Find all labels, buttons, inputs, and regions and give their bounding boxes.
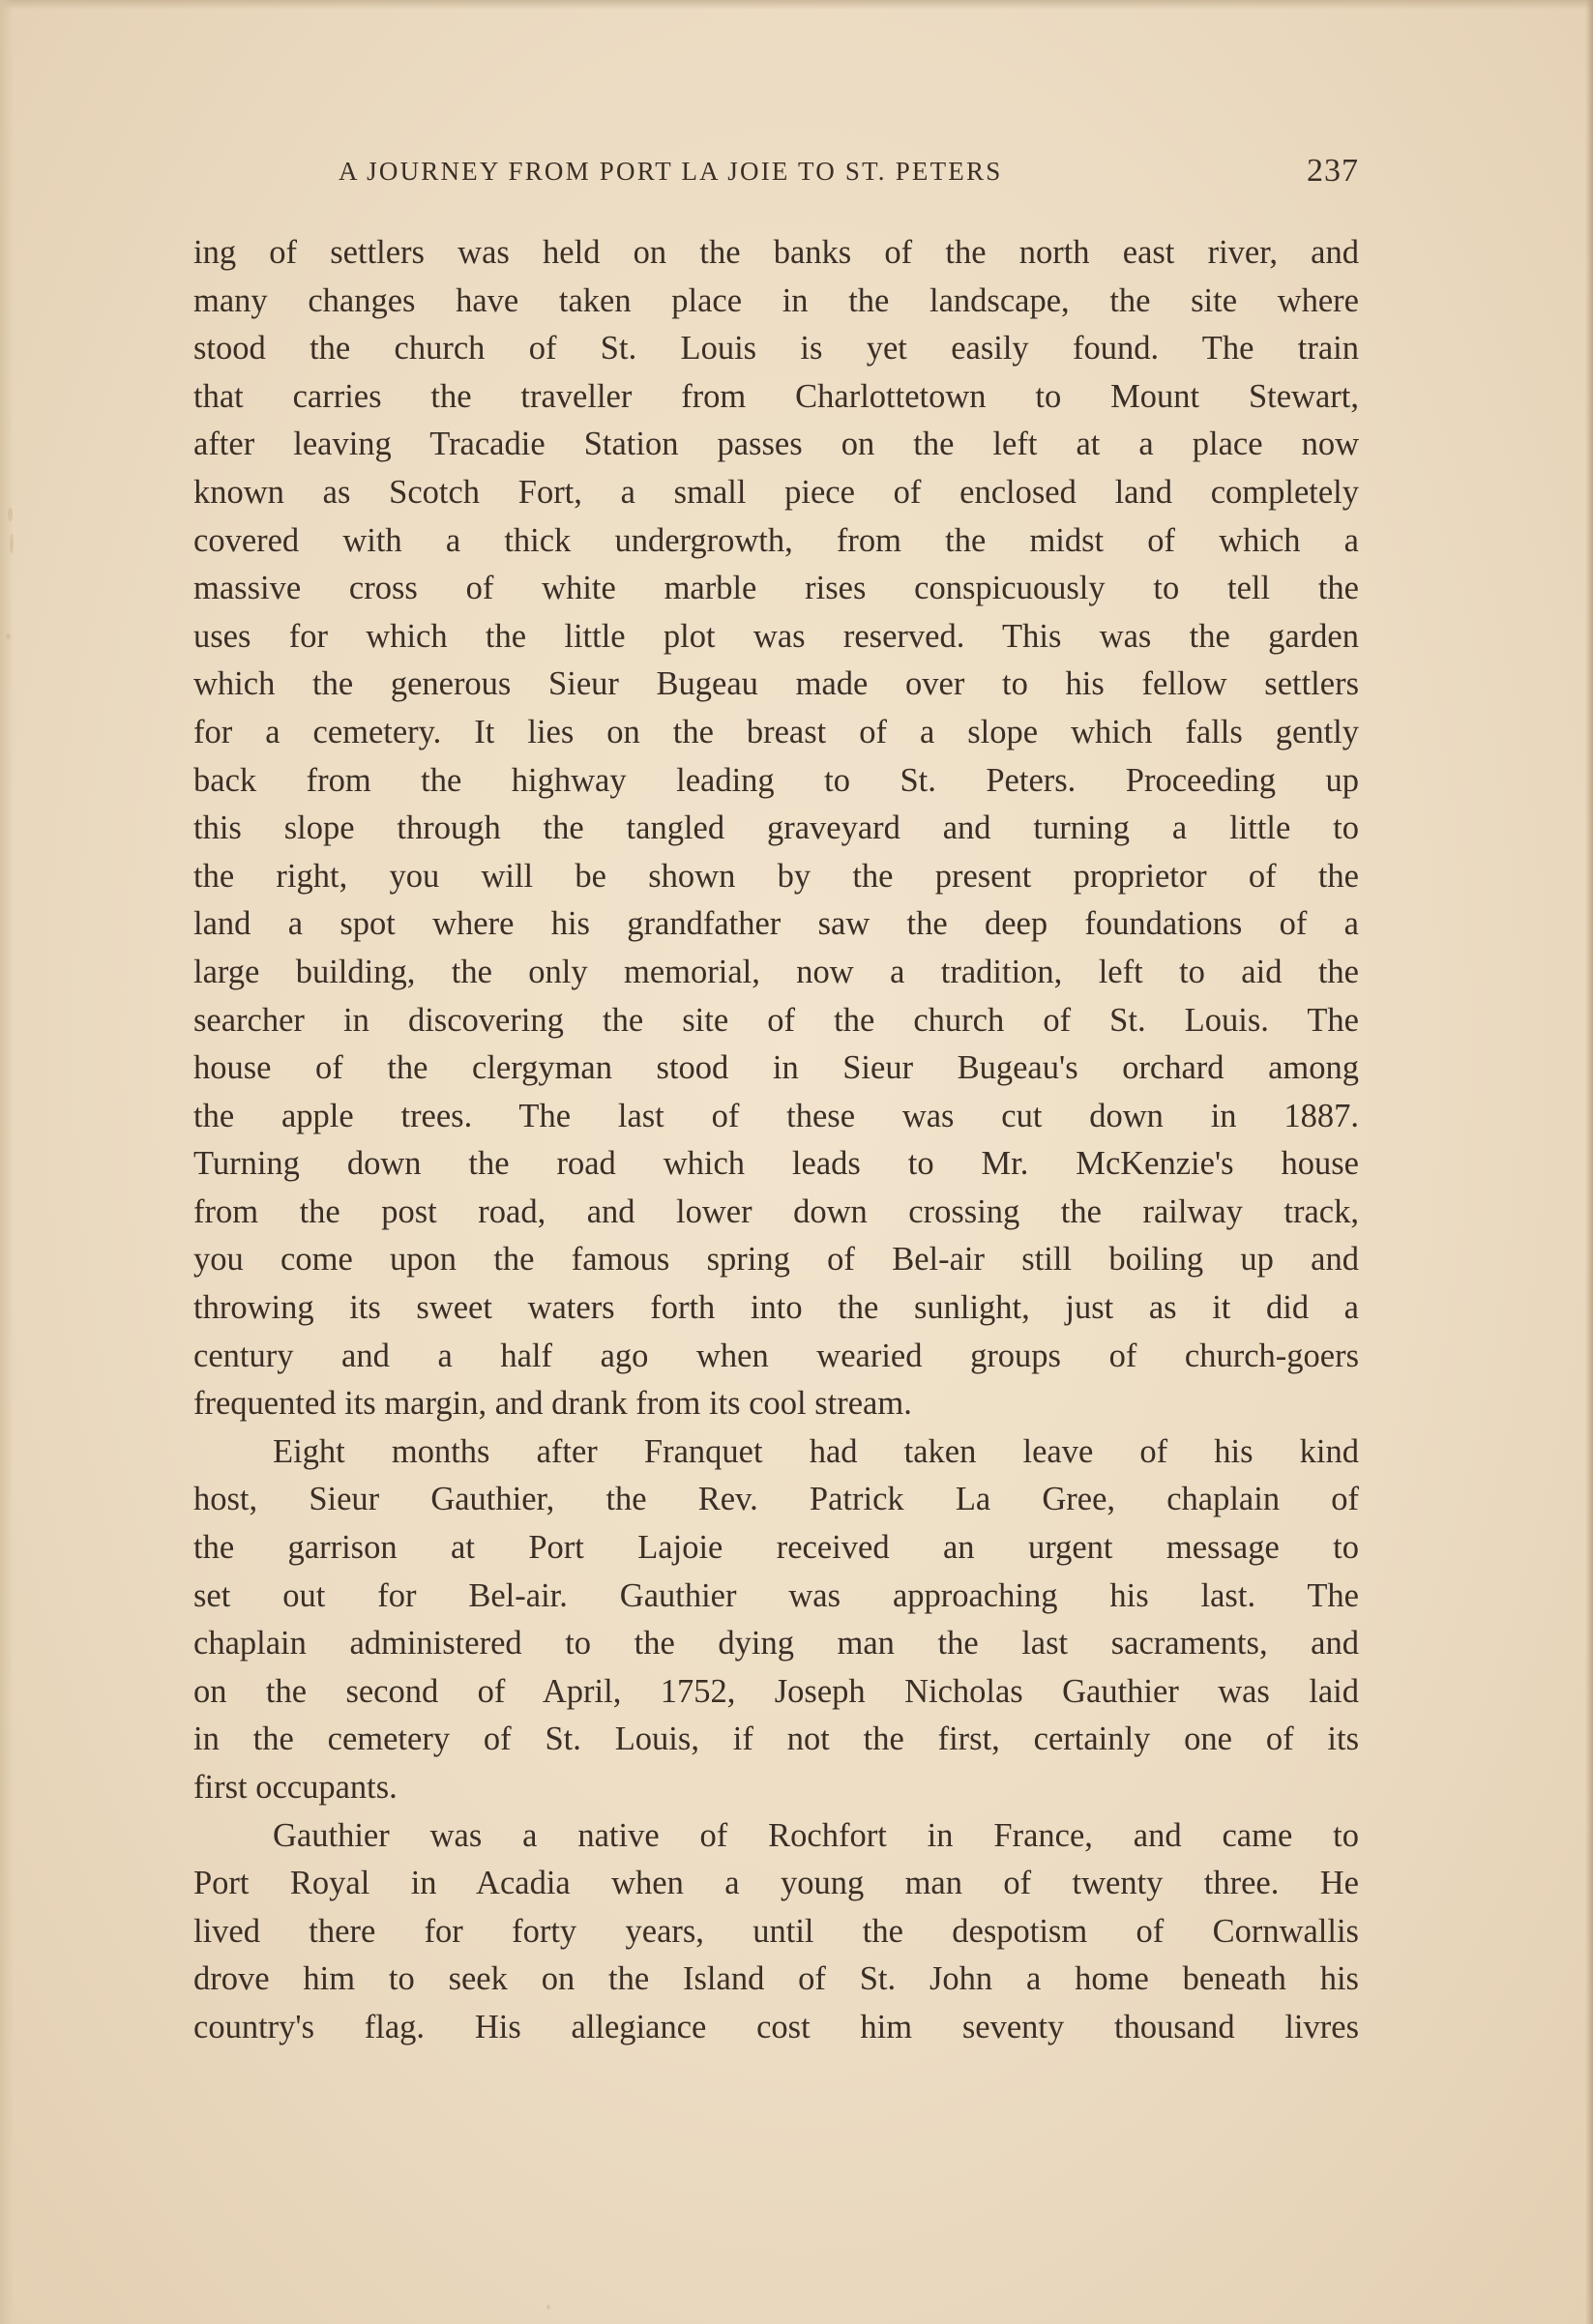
- text-line: on the second of April, 1752, Joseph Nicholas Gauthier was laid: [193, 1672, 1359, 1710]
- paragraph-start-line: Eight months after Franquet had taken leave of his kind: [273, 1432, 1359, 1470]
- paper-blemish: [8, 508, 13, 521]
- page-header: [193, 153, 1359, 199]
- text-line: set out for Bel-air. Gauthier was approaching his last. The: [193, 1576, 1359, 1614]
- text-line: in the cemetery of St. Louis, if not the first, certainly one of its: [193, 1721, 1359, 1758]
- text-line: drove him to seek on the Island of St. John a home beneath his: [193, 1960, 1359, 1998]
- text-line: lived there for forty years, until the despotism of Cornwallis: [193, 1912, 1359, 1950]
- text-line: this slope through the tangled graveyard and turning a little to: [193, 809, 1359, 847]
- running-head: A JOURNEY FROM PORT LA JOIE TO ST. PETERS: [339, 157, 1003, 186]
- text-line: chaplain administered to the dying man the last sacraments, and: [193, 1625, 1359, 1662]
- paper-blemish: [546, 2305, 550, 2309]
- paragraph-start-line: Gauthier was a native of Rochfort in France, and came to: [273, 1816, 1359, 1854]
- text-line: for a cemetery. It lies on the breast of a slope which falls gently: [193, 713, 1359, 750]
- page-number: 237: [1307, 153, 1359, 189]
- text-line: the apple trees. The last of these was cut down in 1887.: [193, 1097, 1359, 1134]
- text-line: land a spot where his grandfather saw the deep foundations of a: [193, 905, 1359, 943]
- text-line: host, Sieur Gauthier, the Rev. Patrick La Gree, chaplain of: [193, 1481, 1359, 1518]
- text-line: Port Royal in Acadia when a young man of twenty three. He: [193, 1865, 1359, 1902]
- paragraph-end-line: first occupants.: [193, 1769, 398, 1806]
- body-text: [193, 229, 1359, 2052]
- text-line: the garrison at Port Lajoie received an urgent message to: [193, 1529, 1359, 1567]
- paragraph-end-line: frequented its margin, and drank from its cool stream.: [193, 1385, 912, 1423]
- text-line: stood the church of St. Louis is yet easily found. The train: [193, 330, 1359, 368]
- text-line: house of the clergyman stood in Sieur Bugeau's orchard among: [193, 1049, 1359, 1087]
- text-line: ing of settlers was held on the banks of the north east river, and: [193, 234, 1359, 271]
- page-left-edge: [0, 0, 14, 2324]
- paper-blemish: [6, 633, 11, 639]
- text-line: you come upon the famous spring of Bel-air still boiling up and: [193, 1241, 1359, 1279]
- paper-blemish: [10, 534, 14, 553]
- page-top-edge: [0, 0, 1593, 10]
- text-line: Turning down the road which leads to Mr. McKenzie's house: [193, 1145, 1359, 1183]
- text-line: back from the highway leading to St. Peters. Proceeding up: [193, 761, 1359, 799]
- page-right-edge: [1585, 0, 1593, 2324]
- text-line: that carries the traveller from Charlottetown to Mount Stewart,: [193, 377, 1359, 415]
- text-line: country's flag. His allegiance cost him seventy thousand livres: [193, 2008, 1359, 2045]
- text-line: throwing its sweet waters forth into the sunlight, just as it did a: [193, 1289, 1359, 1327]
- text-line: from the post road, and lower down crossing the railway track,: [193, 1192, 1359, 1230]
- text-line: searcher in discovering the site of the church of St. Louis. The: [193, 1001, 1359, 1039]
- text-line: massive cross of white marble rises conspicuously to tell the: [193, 570, 1359, 607]
- text-line: covered with a thick undergrowth, from the midst of which a: [193, 521, 1359, 559]
- text-line: uses for which the little plot was reserved. This was the garden: [193, 617, 1359, 655]
- text-line: century and a half ago when wearied groups of church-goers: [193, 1337, 1359, 1374]
- text-line: which the generous Sieur Bugeau made over to his fellow settlers: [193, 665, 1359, 703]
- text-line: large building, the only memorial, now a tradition, left to aid the: [193, 953, 1359, 990]
- text-line: many changes have taken place in the landscape, the site where: [193, 281, 1359, 319]
- text-line: after leaving Tracadie Station passes on the left at a place now: [193, 426, 1359, 463]
- text-line: the right, you will be shown by the present proprietor of the: [193, 857, 1359, 895]
- text-line: known as Scotch Fort, a small piece of enclosed land completely: [193, 473, 1359, 511]
